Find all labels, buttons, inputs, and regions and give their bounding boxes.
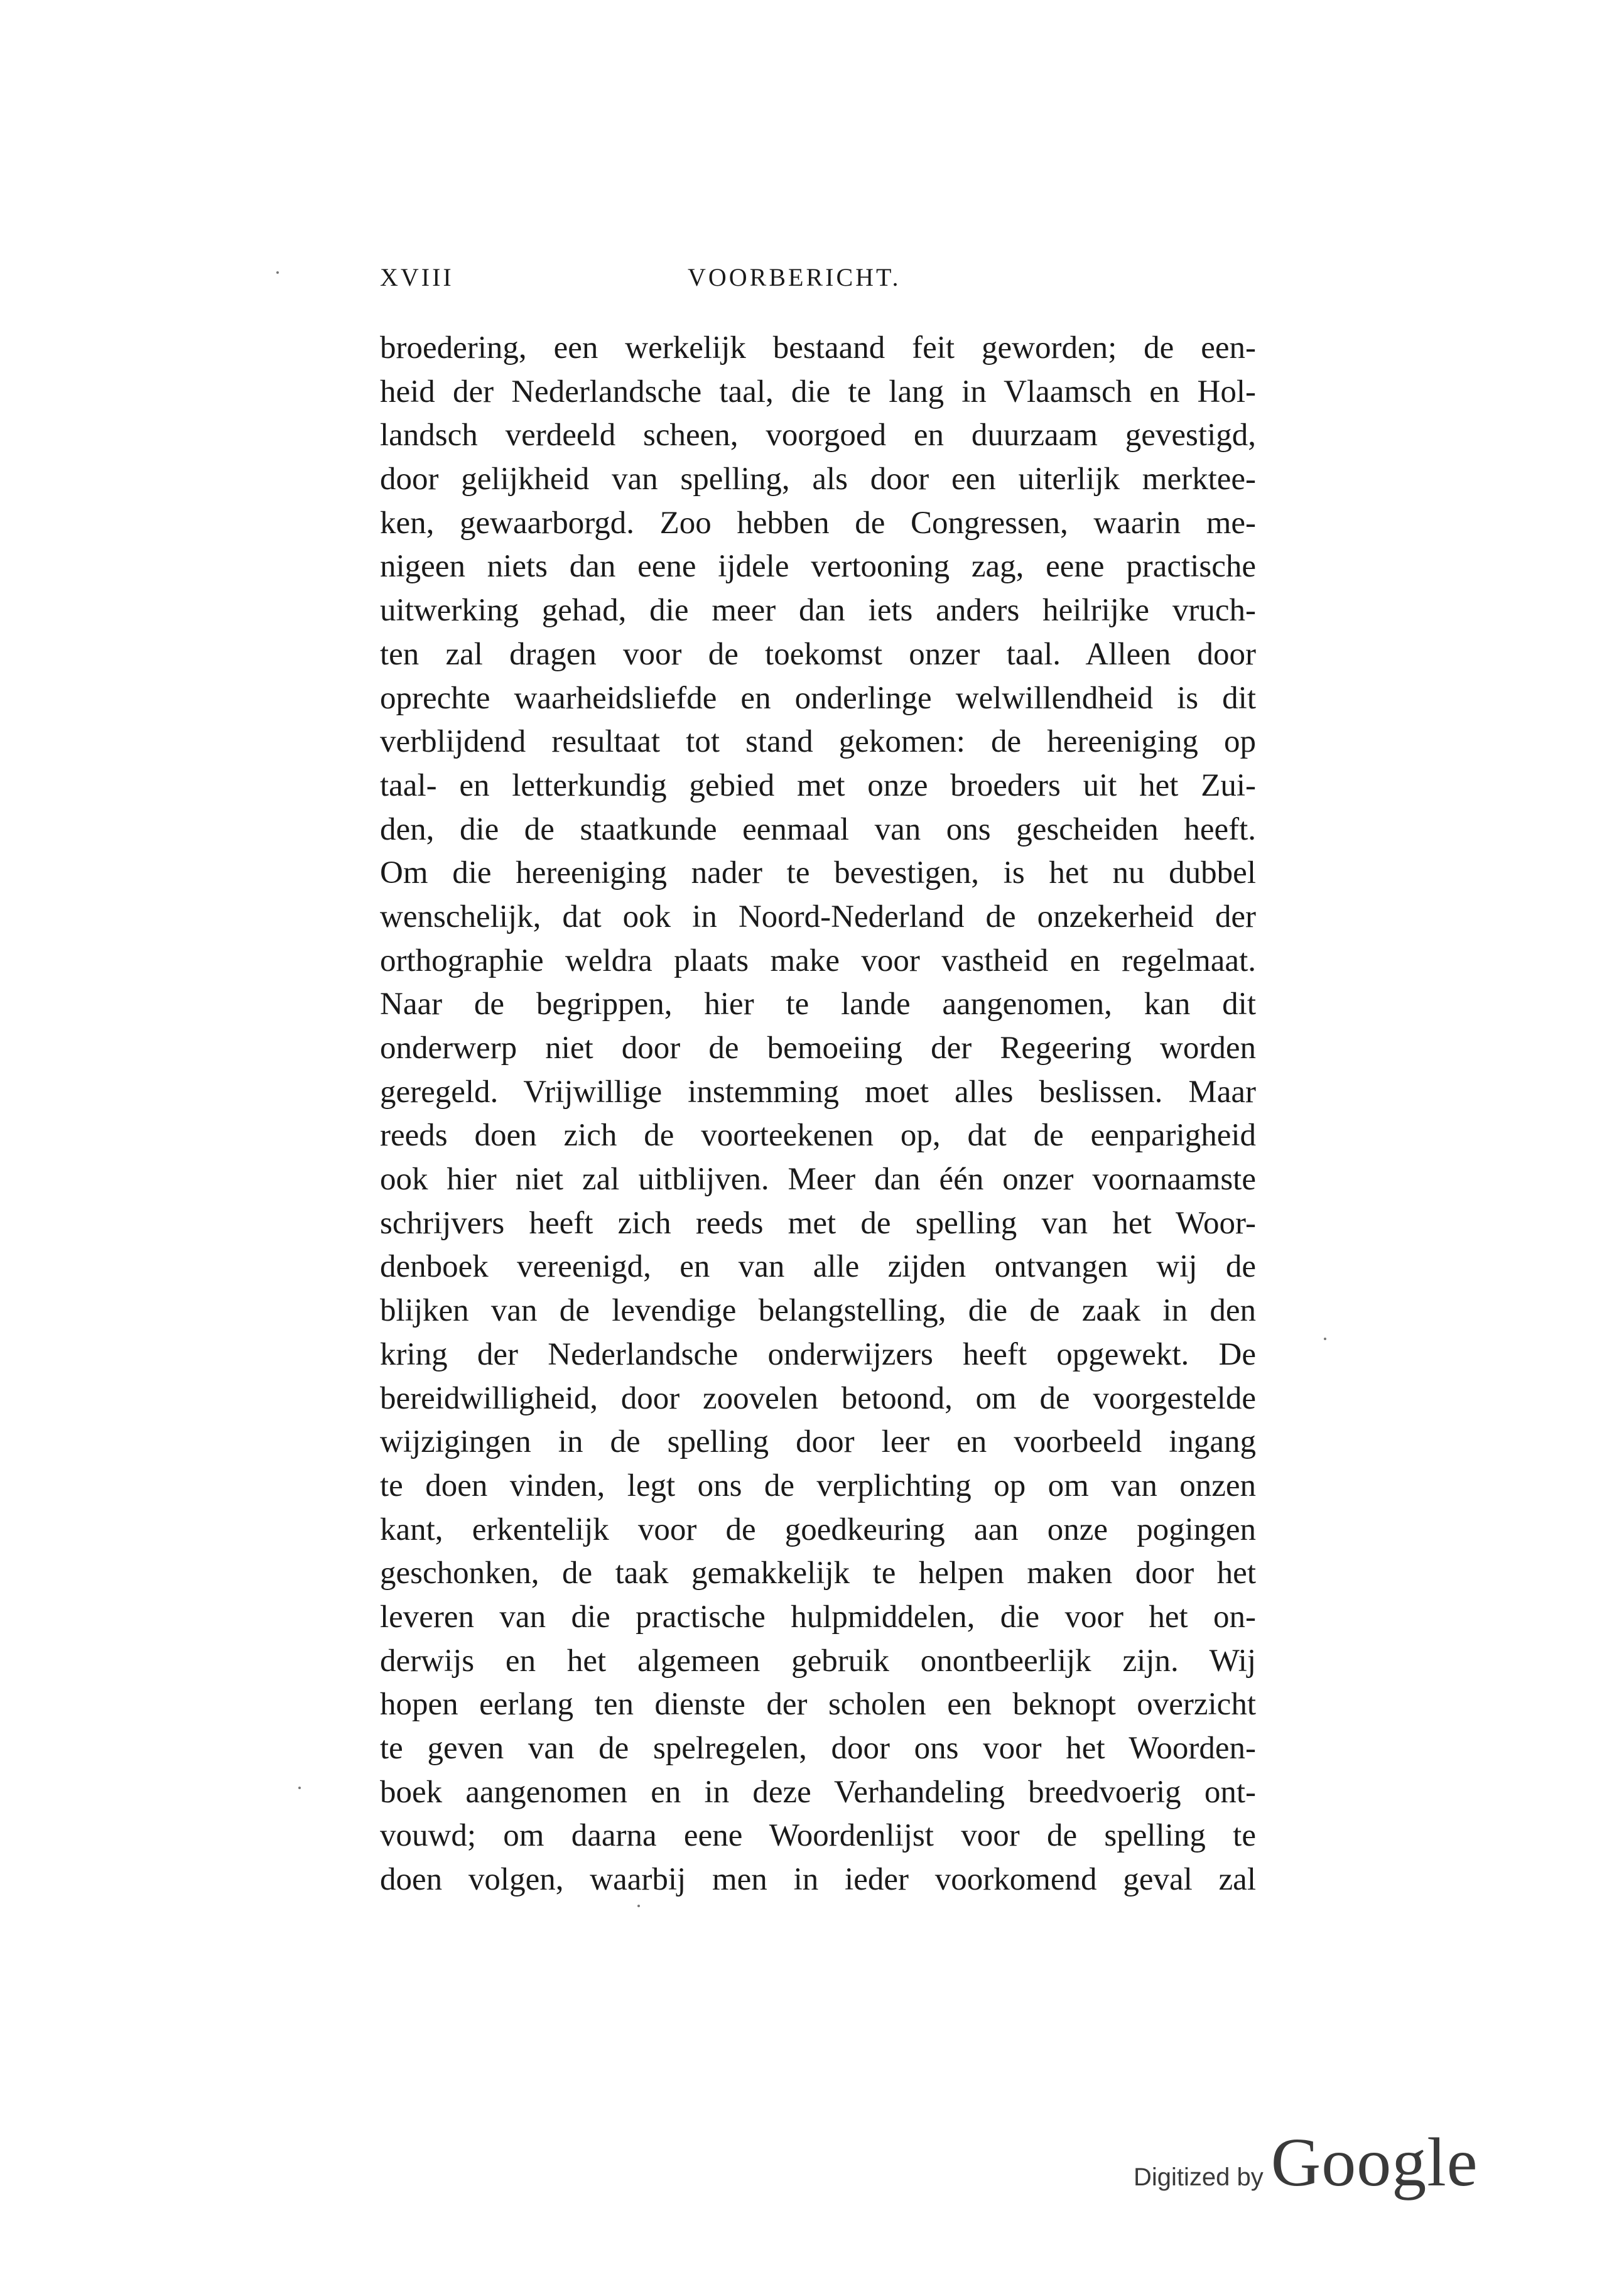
text-line: bereidwilligheid, door zoovelen betoond, om de voorgestelde <box>380 1380 1256 1416</box>
text-line: vouwd; om daarna eene Woordenlijst voor de spelling te <box>380 1818 1256 1854</box>
text-line: ten zal dragen voor de toekomst onzer taal. Alleen door <box>380 636 1256 672</box>
text-line: wijzigingen in de spelling door leer en voorbeeld ingang <box>380 1424 1256 1460</box>
text-line: onderwerp niet door de bemoeiing der Regeering worden <box>380 1031 1256 1066</box>
text-line: doen volgen, waarbij men in ieder voorkomend geval zal <box>380 1862 1256 1898</box>
text-line: derwijs en het algemeen gebruik onontbeerlijk zijn. Wij <box>380 1643 1256 1679</box>
scan-speck <box>298 1787 301 1789</box>
text-line: geregeld. Vrijwillige instemming moet alles beslissen. Maar <box>380 1074 1256 1110</box>
text-line: den, die de staatkunde eenmaal van ons gescheiden heeft. <box>380 811 1256 847</box>
text-line: orthographie weldra plaats make voor vastheid en regelmaat. <box>380 943 1256 978</box>
text-line: denboek vereenigd, en van alle zijden ontvangen wij de <box>380 1249 1256 1285</box>
page-number: XVIII <box>380 263 454 291</box>
google-logo: Google <box>1270 2124 1478 2200</box>
watermark-prefix: Digitized by <box>1134 2163 1264 2191</box>
scan-speck <box>637 1905 640 1907</box>
text-line: nigeen niets dan eene ijdele vertooning zag, eene practische <box>380 549 1256 585</box>
text-line: verblijdend resultaat tot stand gekomen: de hereeniging op <box>380 724 1256 760</box>
text-line: uitwerking gehad, die meer dan iets anders heilrijke vruch- <box>380 593 1256 629</box>
running-title: VOORBERICHT. <box>688 263 901 291</box>
text-line: kring der Nederlandsche onderwijzers heeft opgewekt. De <box>380 1336 1256 1372</box>
page-header <box>380 262 1256 300</box>
text-line: ook hier niet zal uitblijven. Meer dan één onzer voornaamste <box>380 1162 1256 1198</box>
text-line: Naar de begrippen, hier te lande aangenomen, kan dit <box>380 987 1256 1022</box>
scan-speck <box>276 271 279 274</box>
text-line: schrijvers heeft zich reeds met de spelling van het Woor- <box>380 1205 1256 1241</box>
text-line: te doen vinden, legt ons de verplichting op om van onzen <box>380 1468 1256 1503</box>
text-line: te geven van de spelregelen, door ons voor het Woorden- <box>380 1731 1256 1766</box>
text-line: landsch verdeeld scheen, voorgoed en duurzaam gevestigd, <box>380 418 1256 453</box>
text-line: wenschelijk, dat ook in Noord-Nederland de onzekerheid der <box>380 899 1256 934</box>
text-line: blijken van de levendige belangstelling, die de zaak in den <box>380 1293 1256 1329</box>
scan-speck <box>1324 1338 1326 1340</box>
text-line: leveren van die practische hulpmiddelen, die voor het on- <box>380 1599 1256 1635</box>
text-line: broedering, een werkelijk bestaand feit geworden; de een- <box>380 330 1256 365</box>
text-line: ken, gewaarborgd. Zoo hebben de Congressen, waarin me- <box>380 505 1256 541</box>
text-line: oprechte waarheidsliefde en onderlinge welwillendheid is dit <box>380 680 1256 716</box>
text-line: reeds doen zich de voorteekenen op, dat de eenparigheid <box>380 1118 1256 1154</box>
text-line: boek aangenomen en in deze Verhandeling breedvoerig ont- <box>380 1774 1256 1810</box>
text-line: kant, erkentelijk voor de goedkeuring aan onze pogingen <box>380 1512 1256 1547</box>
digitized-watermark <box>1134 2123 1478 2200</box>
text-line: heid der Nederlandsche taal, die te lang in Vlaamsch en Hol- <box>380 374 1256 409</box>
body-text <box>380 327 1256 1902</box>
text-line: taal- en letterkundig gebied met onze broeders uit het Zui- <box>380 767 1256 803</box>
text-line: hopen eerlang ten dienste der scholen een beknopt overzicht <box>380 1687 1256 1723</box>
text-line: door gelijkheid van spelling, als door een uiterlijk merktee- <box>380 462 1256 497</box>
text-line: geschonken, de taak gemakkelijk te helpen maken door het <box>380 1556 1256 1591</box>
text-line: Om die hereeniging nader te bevestigen, is het nu dubbel <box>380 855 1256 891</box>
